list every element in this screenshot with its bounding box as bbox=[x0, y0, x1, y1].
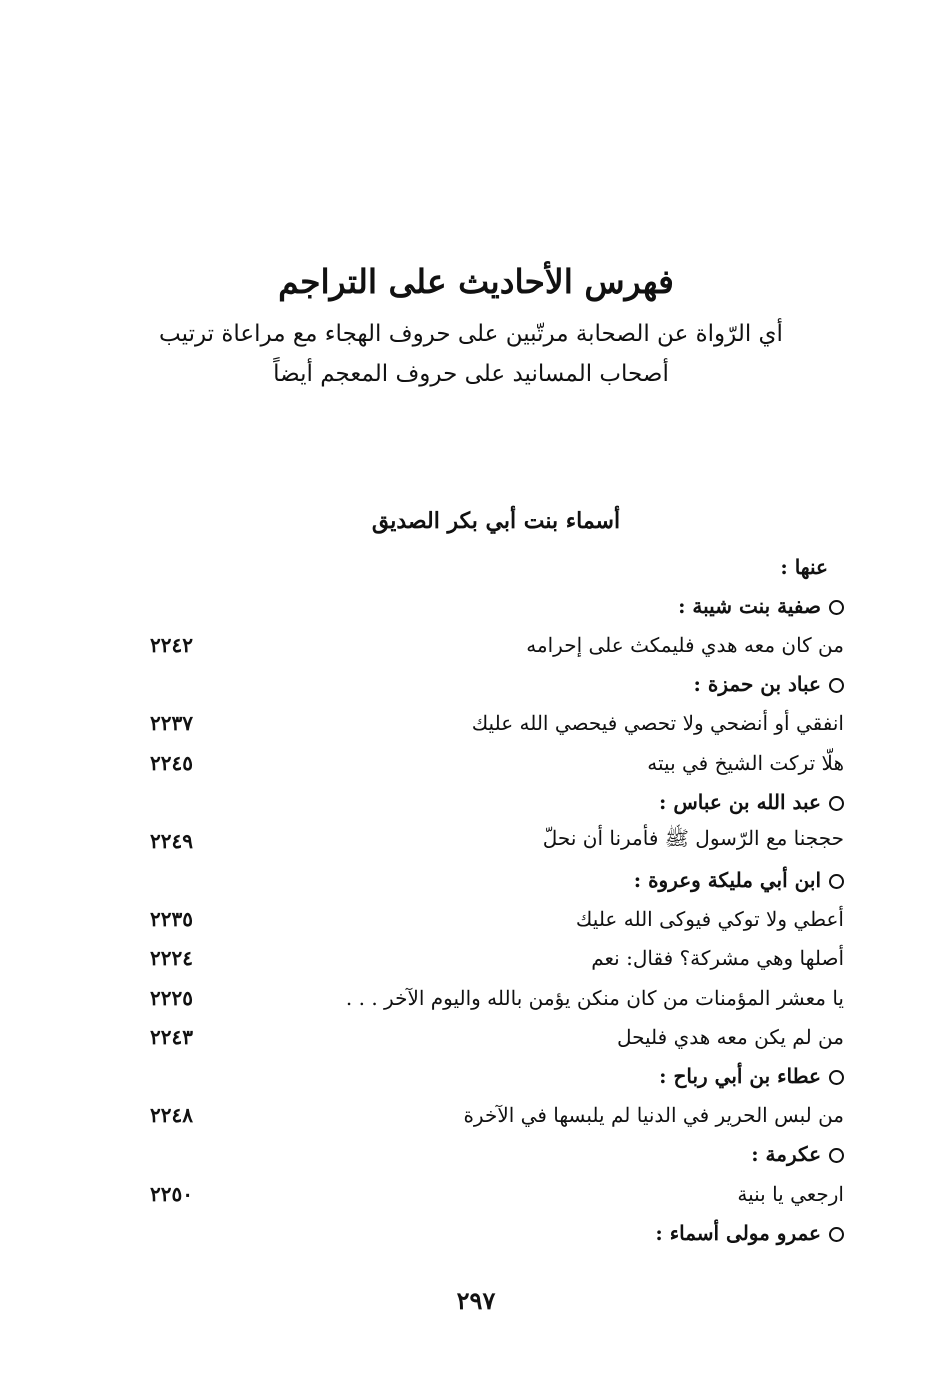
page-subtitle bbox=[140, 314, 802, 394]
hadith-text: هلّا تركت الشيخ في بيته bbox=[647, 750, 844, 775]
circle-bullet-icon bbox=[829, 1070, 844, 1085]
subtitle-line-1: أي الرّواة عن الصحابة مرتّبين على حروف الهجاء مع مراعاة ترتيب bbox=[159, 321, 783, 347]
hadith-text: حججنا مع الرّسول ﷺ فأمرنا أن نحلّ bbox=[542, 826, 844, 851]
hadith-number: ٢٢٤٩ bbox=[150, 828, 193, 853]
circle-bullet-icon bbox=[829, 678, 844, 693]
page-title: فهرس الأحاديث على التراجم bbox=[278, 262, 674, 301]
section-heading: أسماء بنت أبي بكر الصديق bbox=[371, 508, 621, 534]
hadith-text: ارجعي يا بنية bbox=[737, 1181, 844, 1206]
narrator-row bbox=[150, 1213, 844, 1252]
circle-bullet-icon bbox=[829, 1227, 844, 1242]
narrator-name: عباد بن حمزة : bbox=[693, 672, 821, 697]
hadith-row bbox=[150, 939, 844, 978]
index-entries bbox=[150, 547, 844, 1252]
hadith-row bbox=[150, 1096, 844, 1135]
narrator-row bbox=[150, 861, 844, 900]
narrator-row bbox=[150, 1056, 844, 1095]
hadith-number: ٢٢٥٠ bbox=[150, 1181, 193, 1206]
narrator-row bbox=[150, 586, 844, 625]
circle-bullet-icon bbox=[829, 874, 844, 889]
hadith-text: أعطي ولا توكي فيوكى الله عليك bbox=[575, 907, 844, 932]
section-intro bbox=[150, 547, 844, 586]
hadith-number: ٢٢٤٨ bbox=[150, 1103, 193, 1128]
hadith-number: ٢٢٣٧ bbox=[150, 711, 193, 736]
hadith-text: يا معشر المؤمنات من كان منكن يؤمن بالله واليوم الآخر . . . bbox=[345, 985, 844, 1010]
section-intro-text: عنها : bbox=[780, 554, 828, 579]
hadith-row bbox=[150, 1174, 844, 1213]
hadith-text: انفقي أو أنضحي ولا تحصي فيحصي الله عليك bbox=[471, 711, 844, 736]
narrator-name: ابن أبي مليكة وعروة : bbox=[633, 868, 821, 893]
hadith-number: ٢٢٣٥ bbox=[150, 907, 193, 932]
page-number: ٢٩٧ bbox=[456, 1286, 496, 1315]
hadith-row bbox=[150, 704, 844, 743]
narrator-row bbox=[150, 782, 844, 821]
hadith-row bbox=[150, 1017, 844, 1056]
narrator-row bbox=[150, 665, 844, 704]
hadith-row bbox=[150, 743, 844, 782]
circle-bullet-icon bbox=[829, 600, 844, 615]
hadith-number: ٢٢٤٣ bbox=[150, 1024, 193, 1049]
hadith-row bbox=[150, 625, 844, 664]
subtitle-line-2: أصحاب المسانيد على حروف المعجم أيضاً bbox=[273, 361, 669, 387]
narrator-name: عمرو مولى أسماء : bbox=[655, 1220, 821, 1245]
narrator-name: عطاء بن أبي رباح : bbox=[659, 1064, 821, 1089]
hadith-text: من كان معه هدي فليمكث على إحرامه bbox=[526, 632, 844, 657]
hadith-row bbox=[150, 821, 844, 860]
hadith-number: ٢٢٢٤ bbox=[150, 946, 193, 971]
hadith-text: من لبس الحرير في الدنيا لم يلبسها في الآخرة bbox=[463, 1103, 844, 1128]
narrator-name: عبد الله بن عباس : bbox=[659, 789, 821, 814]
hadith-row bbox=[150, 900, 844, 939]
narrator-name: صفية بنت شيبة : bbox=[678, 593, 821, 618]
hadith-number: ٢٢٤٢ bbox=[150, 632, 193, 657]
narrator-row bbox=[150, 1135, 844, 1174]
narrator-name: عكرمة : bbox=[751, 1142, 821, 1167]
hadith-text: من لم يكن معه هدي فليحل bbox=[616, 1024, 844, 1049]
hadith-row bbox=[150, 978, 844, 1017]
hadith-number: ٢٢٢٥ bbox=[150, 985, 193, 1010]
circle-bullet-icon bbox=[829, 1148, 844, 1163]
hadith-number: ٢٢٤٥ bbox=[150, 750, 193, 775]
hadith-text: أصلها وهي مشركة؟ فقال: نعم bbox=[591, 946, 844, 971]
circle-bullet-icon bbox=[829, 796, 844, 811]
